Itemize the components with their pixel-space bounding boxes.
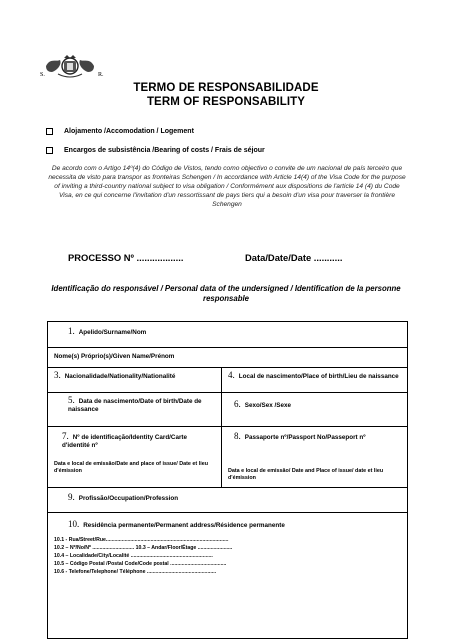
- passport-issue-label: Data e local de emissão/ Date and Place of issue/ date et lieu d'émission: [228, 468, 384, 481]
- field-date-of-birth[interactable]: [68, 395, 208, 414]
- bearing-costs-label: Encargos de subsistência /Bearing of costs / Frais de séjour: [64, 147, 265, 154]
- surname-label: Apelido/Surname/Nom: [78, 329, 147, 336]
- coat-of-arms-logo: [42, 54, 98, 78]
- form-divider: [48, 367, 407, 368]
- field-surname[interactable]: [68, 327, 146, 337]
- field-number: 10.: [68, 519, 80, 529]
- crest-letter-left: S.: [40, 72, 45, 78]
- field-sex[interactable]: [234, 400, 291, 410]
- field-number: 9.: [68, 492, 75, 502]
- intro-paragraph: De acordo com o Artigo 14º(4) do Código de Vistos, tendo como objectivo o convite de um nacional de país terceiro que necessita de visto para transpor as fronteiras Schengen / In accordance with Article 14(4) of the Visa Code for the purpose of inviting a third-country national subject to visa obligation / Conformément aux dispositions de l'article 14 (4) du Code Visa, en ce qui concerne l'invitation d'un ressortissant de pays tiers qui a besoin d'un visa pour traverser la frontière Schengen: [48, 165, 406, 209]
- field-occupation[interactable]: [68, 493, 178, 503]
- accommodation-checkbox[interactable]: [46, 128, 53, 135]
- form-divider: [48, 347, 407, 348]
- field-number: 1.: [68, 326, 75, 336]
- sex-label: Sexo/Sex /Sexe: [244, 402, 291, 409]
- occupation-label: Profissão/Occupation/Profession: [78, 495, 179, 502]
- form-column-divider: [221, 367, 222, 487]
- field-identity-card[interactable]: [62, 432, 212, 450]
- form-divider: [48, 426, 407, 427]
- date-field: Data/Date/Date ...........: [245, 252, 343, 263]
- field-number: 7.: [62, 431, 69, 441]
- option-bearing-costs[interactable]: [46, 147, 265, 154]
- form-divider: [48, 392, 407, 393]
- field-passport[interactable]: [234, 432, 399, 442]
- place-of-birth-label: Local de nascimento/Place of birth/Lieu de naissance: [238, 373, 399, 380]
- document-title-pt: TERMO DE RESPONSABILIDADE: [133, 82, 319, 94]
- address-city-line[interactable]: 10.4 – Localidade/City/Localité .........................................................: [54, 553, 213, 559]
- field-number: 8.: [234, 431, 241, 441]
- crest-letter-right: R.: [98, 72, 104, 78]
- address-postal-code-line[interactable]: 10.5 – Código Postal /Postal Code/Code postal .......................................: [54, 561, 227, 567]
- address-street-line[interactable]: 10.1 - Rua/Street/Rue.....................................................................................: [54, 537, 229, 543]
- field-number: 5.: [68, 395, 75, 405]
- identity-card-issue-label: Data e local de emissão/Date and place of issue/ Date et lieu d'émission: [54, 461, 208, 474]
- field-place-of-birth[interactable]: [228, 371, 403, 381]
- field-nationality[interactable]: [54, 371, 175, 381]
- field-permanent-address[interactable]: [68, 520, 285, 530]
- field-number: 3.: [54, 370, 61, 380]
- form-divider: [48, 512, 407, 513]
- form-divider: [48, 487, 407, 488]
- bearing-costs-checkbox[interactable]: [46, 147, 53, 154]
- address-number-floor-line[interactable]: 10.2 – Nº/No/Nº ............................. 10.3 – Andar/Floor/Étage ........................: [54, 545, 233, 551]
- field-number: 4.: [228, 370, 235, 380]
- accommodation-label: Alojamento /Accomodation / Logement: [64, 128, 194, 135]
- identity-card-label: Nº de identificação/Identity Card/Carte d'identité nº: [62, 434, 188, 449]
- address-telephone-line[interactable]: 10.6 - Telefone/Telephone/ Téléphone ................................................: [54, 569, 217, 575]
- personal-data-form: [47, 321, 408, 639]
- date-of-birth-label: Data de nascimento/Date of birth/Date de naissance: [68, 398, 202, 413]
- section-heading: Identificação do responsável / Personal data of the undersigned / Identification de la personne responsable: [51, 284, 401, 303]
- document-title-en: TERM OF RESPONSABILITY: [146, 96, 306, 108]
- field-number: 6.: [234, 399, 241, 409]
- permanent-address-label: Residência permanente/Permanent address/Résidence permanente: [83, 522, 285, 529]
- nationality-label: Nacionalidade/Nationality/Nationalité: [64, 373, 176, 380]
- field-given-name[interactable]: [54, 353, 174, 361]
- passport-label: Passaporte nº/Passport No/Passeport nº: [244, 434, 366, 441]
- option-accommodation[interactable]: [46, 128, 194, 135]
- processo-number-field: PROCESSO Nº ..................: [68, 252, 184, 263]
- given-name-label: Nome(s) Próprio(s)/Given Name/Prénom: [54, 353, 175, 360]
